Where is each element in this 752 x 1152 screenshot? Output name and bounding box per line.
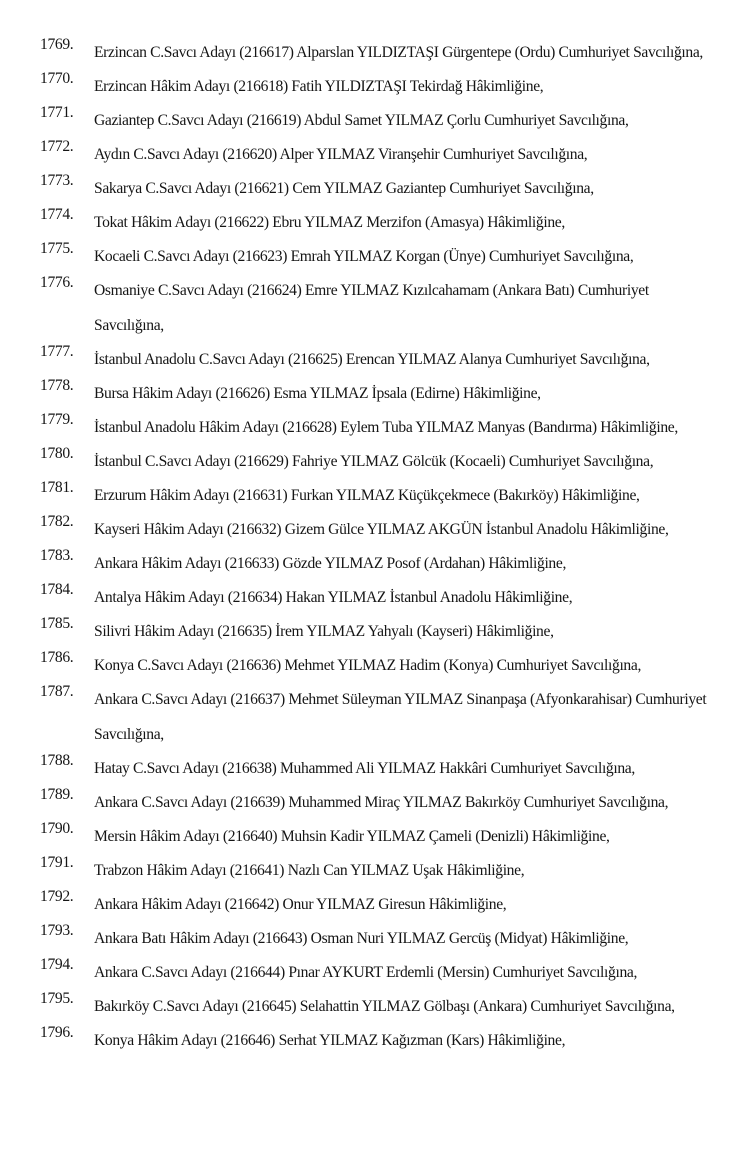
list-item: [40, 445, 710, 479]
list-item: [40, 104, 710, 138]
list-item: [40, 513, 710, 547]
item-number: 1784.: [40, 581, 74, 599]
list-item: [40, 479, 710, 513]
list-item: [40, 649, 710, 683]
list-item: [40, 820, 710, 854]
item-text: Erzincan C.Savcı Adayı (216617) Alparslan YILDIZTAŞI Gürgentepe (Ordu) Cumhuriyet Savcılığına,: [94, 44, 703, 61]
item-number: 1790.: [40, 820, 74, 838]
list-item: [40, 990, 710, 1024]
item-text: Erzincan Hâkim Adayı (216618) Fatih YILDIZTAŞI Tekirdağ Hâkimliğine,: [94, 78, 544, 96]
item-number: 1775.: [40, 240, 74, 258]
item-number: 1773.: [40, 172, 74, 190]
item-number: 1791.: [40, 854, 74, 872]
item-number: 1793.: [40, 922, 74, 940]
item-number: 1786.: [40, 649, 74, 667]
item-text: İstanbul Anadolu Hâkim Adayı (216628) Eylem Tuba YILMAZ Manyas (Bandırma) Hâkimliğine,: [94, 419, 678, 437]
list-item: [40, 786, 710, 820]
item-number: 1783.: [40, 547, 74, 565]
item-text: Aydın C.Savcı Adayı (216620) Alper YILMAZ Viranşehir Cumhuriyet Savcılığına,: [94, 146, 588, 164]
item-text: Ankara Hâkim Adayı (216642) Onur YILMAZ Giresun Hâkimliğine,: [94, 896, 507, 914]
item-text: Bakırköy C.Savcı Adayı (216645) Selahattin YILMAZ Gölbaşı (Ankara) Cumhuriyet Savcılığına,: [94, 998, 675, 1016]
item-text: Ankara C.Savcı Adayı (216637) Mehmet Süleyman YILMAZ Sinanpaşa (Afyonkarahisar) Cumhuriyet Savcılığına,: [94, 691, 707, 743]
item-number: 1796.: [40, 1024, 74, 1042]
list-item: [40, 206, 710, 240]
list-item: [40, 922, 710, 956]
list-item: [40, 172, 710, 206]
item-number: 1772.: [40, 138, 74, 156]
item-text: Mersin Hâkim Adayı (216640) Muhsin Kadir YILMAZ Çameli (Denizli) Hâkimliğine,: [94, 828, 610, 846]
item-text: Ankara C.Savcı Adayı (216644) Pınar AYKURT Erdemli (Mersin) Cumhuriyet Savcılığına,: [94, 964, 638, 982]
item-text: Ankara Hâkim Adayı (216633) Gözde YILMAZ Posof (Ardahan) Hâkimliğine,: [94, 555, 566, 573]
item-number: 1776.: [40, 274, 74, 292]
item-text: Gaziantep C.Savcı Adayı (216619) Abdul Samet YILMAZ Çorlu Cumhuriyet Savcılığına,: [94, 112, 629, 130]
item-text: Kocaeli C.Savcı Adayı (216623) Emrah YILMAZ Korgan (Ünye) Cumhuriyet Savcılığına,: [94, 248, 634, 266]
list-item: [40, 343, 710, 377]
item-number: 1770.: [40, 70, 74, 88]
item-number: 1792.: [40, 888, 74, 906]
list-item: [40, 70, 710, 104]
list-item: [40, 752, 710, 786]
item-text: Erzurum Hâkim Adayı (216631) Furkan YILMAZ Küçükçekmece (Bakırköy) Hâkimliğine,: [94, 487, 640, 505]
item-number: 1774.: [40, 206, 74, 224]
item-text: Osmaniye C.Savcı Adayı (216624) Emre YILMAZ Kızılcahamam (Ankara Batı) Cumhuriyet Savcılığına,: [94, 282, 649, 334]
item-number: 1788.: [40, 752, 74, 770]
item-text: Kayseri Hâkim Adayı (216632) Gizem Gülce YILMAZ AKGÜN İstanbul Anadolu Hâkimliğine,: [94, 521, 669, 539]
list-item: [40, 138, 710, 172]
list-item: [40, 956, 710, 990]
item-number: 1780.: [40, 445, 74, 463]
list-item: [40, 274, 710, 343]
item-number: 1789.: [40, 786, 74, 804]
list-item: [40, 854, 710, 888]
item-number: 1771.: [40, 104, 74, 122]
item-number: 1795.: [40, 990, 74, 1008]
list-item: [40, 36, 710, 70]
item-number: 1781.: [40, 479, 74, 497]
item-text: Ankara C.Savcı Adayı (216639) Muhammed Miraç YILMAZ Bakırköy Cumhuriyet Savcılığına,: [94, 794, 669, 812]
item-text: Konya Hâkim Adayı (216646) Serhat YILMAZ Kağızman (Kars) Hâkimliğine,: [94, 1032, 566, 1050]
item-text: Konya C.Savcı Adayı (216636) Mehmet YILMAZ Hadim (Konya) Cumhuriyet Savcılığına,: [94, 657, 641, 675]
list-item: [40, 240, 710, 274]
list-item: [40, 683, 710, 752]
item-number: 1769.: [40, 36, 74, 53]
list-item: [40, 615, 710, 649]
item-text: İstanbul C.Savcı Adayı (216629) Fahriye YILMAZ Gölcük (Kocaeli) Cumhuriyet Savcılığına,: [94, 453, 654, 471]
item-number: 1782.: [40, 513, 74, 531]
item-number: 1785.: [40, 615, 74, 633]
item-text: Bursa Hâkim Adayı (216626) Esma YILMAZ İpsala (Edirne) Hâkimliğine,: [94, 385, 541, 403]
list-item: [40, 411, 710, 445]
list-item: [40, 888, 710, 922]
list-item: [40, 581, 710, 615]
item-number: 1777.: [40, 343, 74, 361]
item-text: Hatay C.Savcı Adayı (216638) Muhammed Ali YILMAZ Hakkâri Cumhuriyet Savcılığına,: [94, 760, 635, 778]
item-number: 1779.: [40, 411, 74, 429]
item-text: Silivri Hâkim Adayı (216635) İrem YILMAZ Yahyalı (Kayseri) Hâkimliğine,: [94, 623, 554, 641]
item-number: 1787.: [40, 683, 74, 701]
list-item: [40, 1024, 710, 1058]
item-text: İstanbul Anadolu C.Savcı Adayı (216625) Erencan YILMAZ Alanya Cumhuriyet Savcılığına,: [94, 351, 650, 369]
list-item: [40, 377, 710, 411]
item-text: Antalya Hâkim Adayı (216634) Hakan YILMAZ İstanbul Anadolu Hâkimliğine,: [94, 589, 573, 607]
list-item: [40, 547, 710, 581]
item-number: 1778.: [40, 377, 74, 395]
item-text: Trabzon Hâkim Adayı (216641) Nazlı Can YILMAZ Uşak Hâkimliğine,: [94, 862, 525, 880]
item-number: 1794.: [40, 956, 74, 974]
item-text: Tokat Hâkim Adayı (216622) Ebru YILMAZ Merzifon (Amasya) Hâkimliğine,: [94, 214, 565, 232]
item-text: Ankara Batı Hâkim Adayı (216643) Osman Nuri YILMAZ Gercüş (Midyat) Hâkimliğine,: [94, 930, 629, 948]
item-text: Sakarya C.Savcı Adayı (216621) Cem YILMAZ Gaziantep Cumhuriyet Savcılığına,: [94, 180, 594, 198]
